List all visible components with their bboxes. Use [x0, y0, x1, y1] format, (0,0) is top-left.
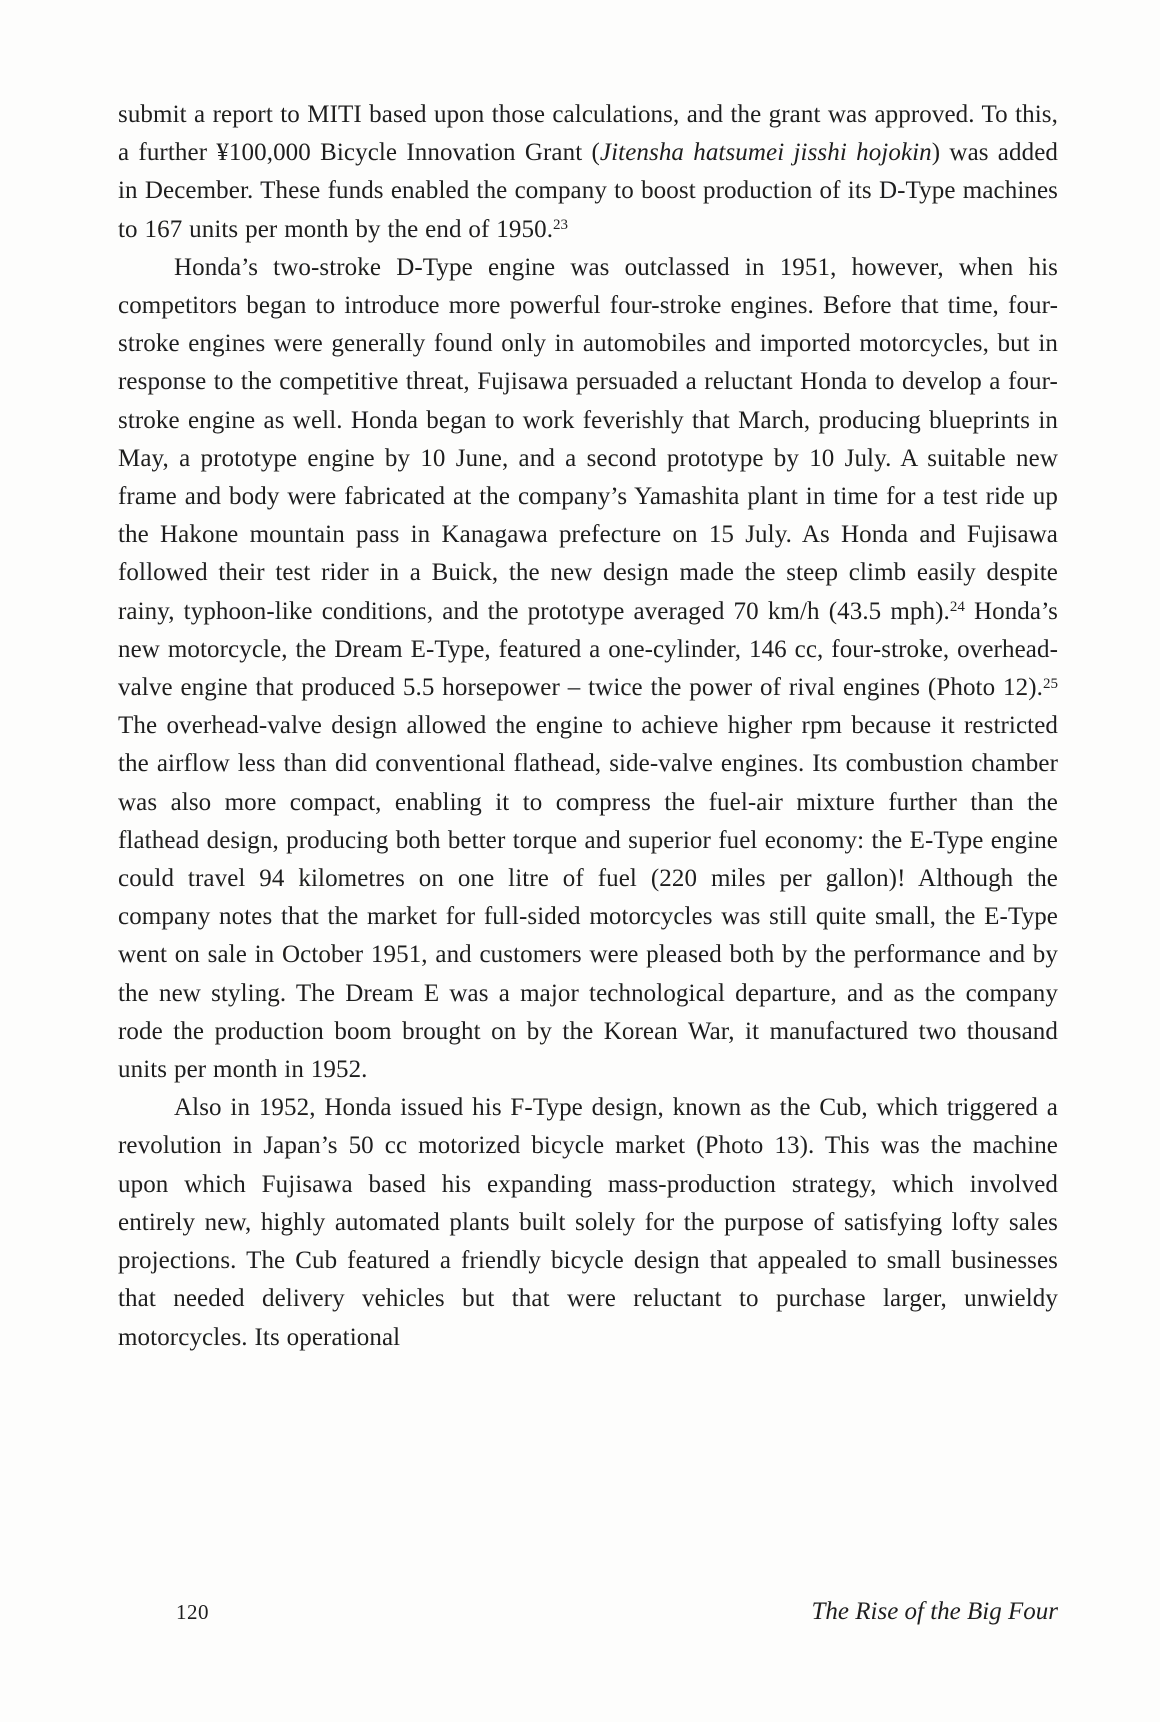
paragraph-2-text-continued-2: The overhead-valve design allowed the engine to achieve higher rpm because it restricted the airflow less than did conventional flathead, side-valve engines. Its combustion chamber was also more compact, enabling it to compress the fuel-air mixture further than the flathead design, producing both better torque and superior fuel economy: the E-Type engine could travel 94 kilometres on one litre of fuel (220 miles per gallon)! Although the company notes that the market for full-sided motorcycles was still quite small, the E-Type went on sale in October 1951, and customers were pleased both by the performance and by the new styling. The Dream E was a major technological departure, and as the company rode the production boom brought on by the Korean War, it manufactured two thousand units per month in 1952.: [118, 712, 1058, 1084]
footnote-ref-23: 23: [553, 217, 569, 234]
paragraph-1-text-continued: ) was added in December. These funds enabled the company to boost production of its D-Type machines to 167 units per month by the end of 1950.: [118, 139, 1059, 243]
paragraph-2-text-continued: Honda’s new motorcycle, the Dream E-Type, featured a one-cylinder, 146 cc, four-stroke, overhead-valve engine that produced 5.5 horsepower – twice the power of rival engines (Photo 12).: [118, 597, 1058, 702]
page-footer: [118, 1598, 1058, 1626]
paragraph-1-text: submit a report to MITI based upon those calculations, and the grant was approved. To this, a further ¥100,000 Bicycle Innovation Grant (: [118, 101, 1058, 167]
paragraph-3: [118, 1089, 1058, 1356]
running-title: The Rise of the Big Four: [811, 1598, 1058, 1625]
footnote-ref-25: 25: [1043, 675, 1058, 692]
paragraph-2: [118, 249, 1058, 1089]
italic-phrase-jitensha: Jitensha hatsumei jisshi hojokin: [599, 139, 932, 167]
footnote-ref-24: 24: [949, 599, 965, 616]
text-column: [118, 96, 1058, 1357]
paragraph-1: [118, 96, 1058, 249]
paragraph-3-text: Also in 1952, Honda issued his F-Type design, known as the Cub, which triggered a revolution in Japan’s 50 cc motorized bicycle market (Photo 13). This was the machine upon which Fujisawa based his expanding mass-production strategy, which involved entirely new, highly automated plants built solely for the purpose of satisfying lofty sales projections. The Cub featured a friendly bicycle design that appealed to small businesses that needed delivery vehicles but that were reluctant to purchase larger, unwieldy motorcycles. Its operational: [118, 1094, 1058, 1351]
paragraph-2-text: Honda’s two-stroke D-Type engine was outclassed in 1951, however, when his competitors began to introduce more powerful four-stroke engines. Before that time, four-stroke engines were generally found only in automobiles and imported motorcycles, but in response to the competitive threat, Fujisawa persuaded a reluctant Honda to develop a four-stroke engine as well. Honda began to work feverishly that March, producing blueprints in May, a prototype engine by 10 June, and a second prototype by 10 July. A suitable new frame and body were fabricated at the company’s Yamashita plant in time for a test ride up the Hakone mountain pass in Kanagawa prefecture on 15 July. As Honda and Fujisawa followed their test rider in a Buick, the new design made the steep climb easily despite rainy, typhoon-like conditions, and the prototype averaged 70 km/h (43.5 mph).: [118, 253, 1058, 625]
page-number: 120: [176, 1600, 209, 1624]
